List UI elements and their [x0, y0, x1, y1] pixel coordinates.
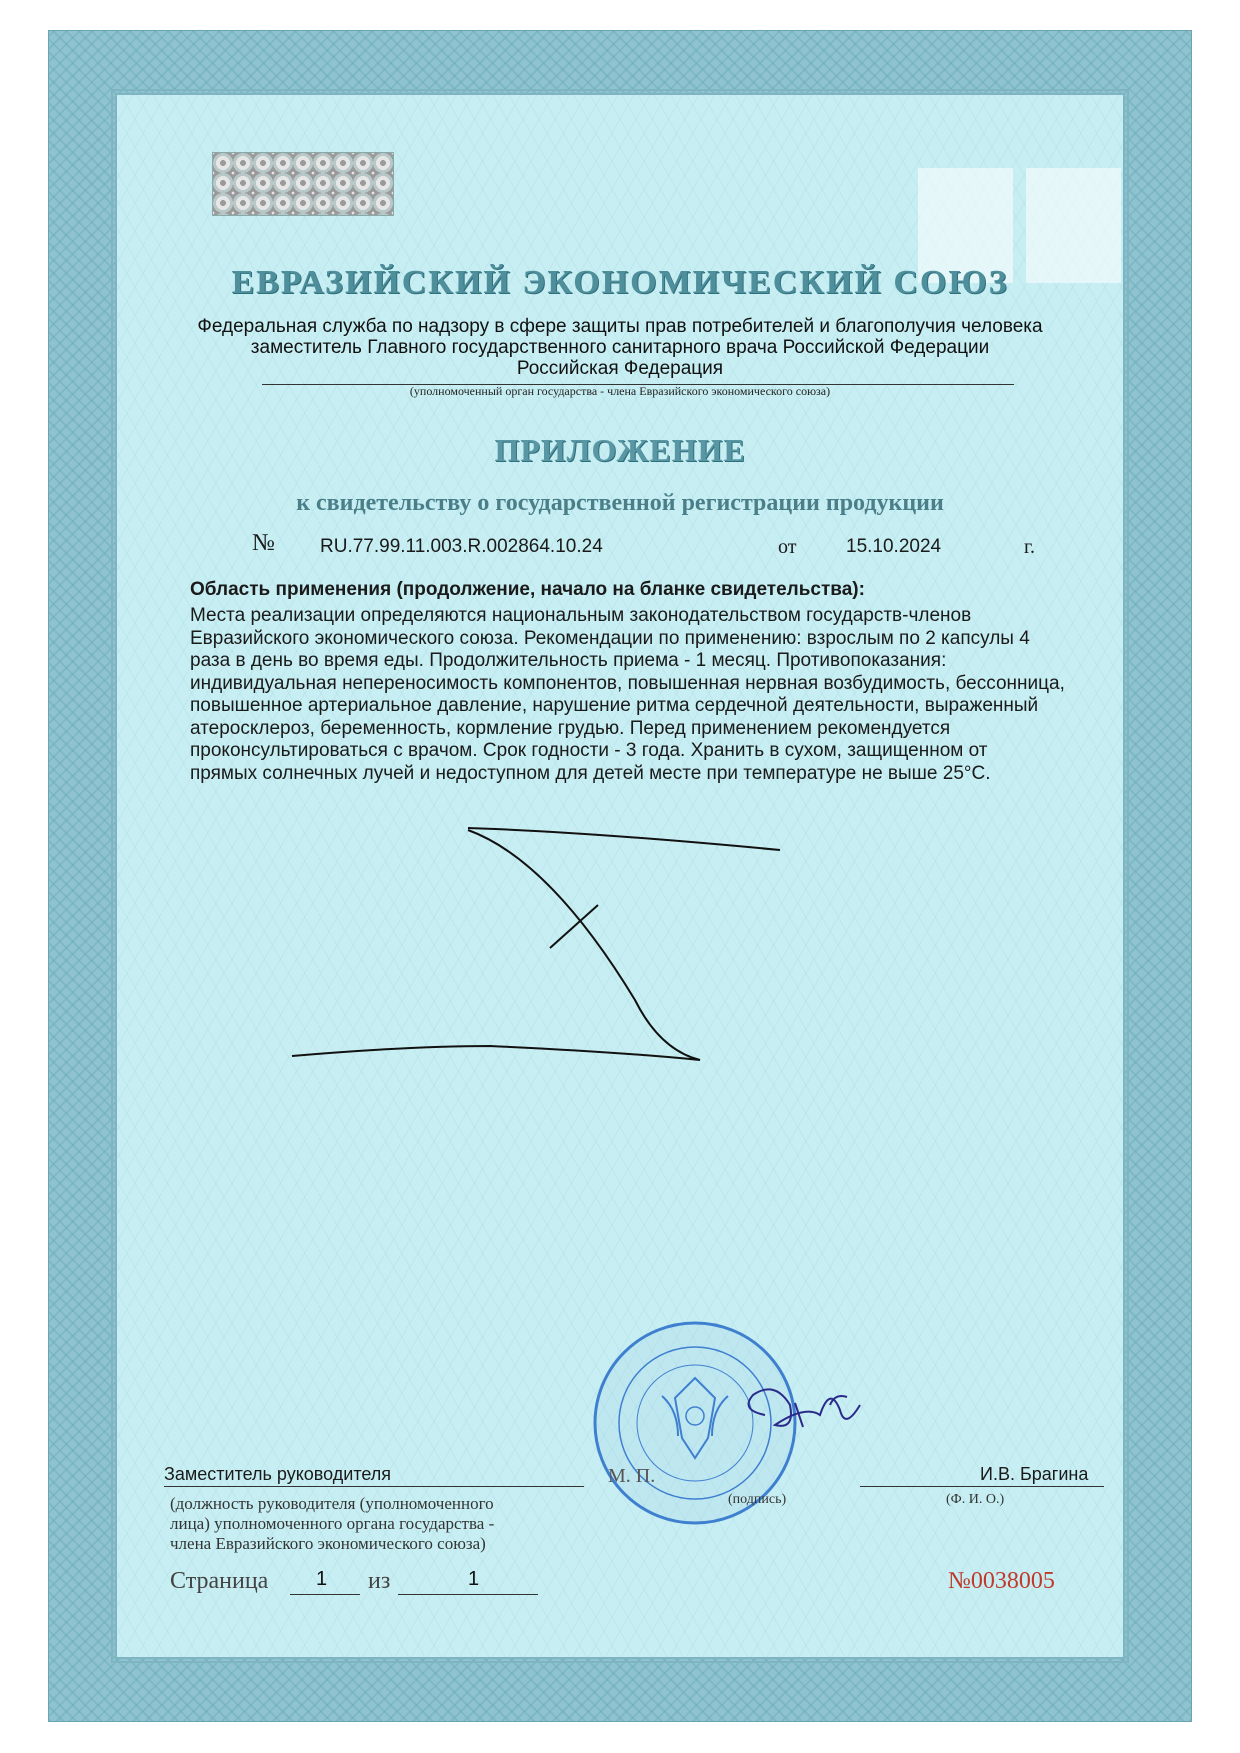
union-title: ЕВРАЗИЙСКИЙ ЭКОНОМИЧЕСКИЙ СОЮЗ: [231, 264, 1009, 301]
scope-line: Евразийского экономического союза. Рекомендации по применению: взрослым по 2 капсулы 4: [190, 627, 1030, 649]
position-caption-line: лица) уполномоченного органа государства -: [170, 1514, 495, 1533]
name-underline: [860, 1486, 1104, 1487]
document-title: ПРИЛОЖЕНИЕ: [494, 432, 746, 468]
scope-line: Места реализации определяются национальным законодательством государств-членов: [190, 605, 972, 626]
page-label: Страница: [170, 1568, 269, 1594]
scope-line: атеросклероз, беременность, кормление грудью. Перед применением рекомендуется: [190, 717, 951, 739]
scope-line: прямых солнечных лучей и недоступном для детей месте при температуре не выше 25°С.: [190, 762, 991, 784]
position-underline: [164, 1486, 584, 1487]
authority-block: [0, 316, 1240, 379]
scope-line: проконсультироваться с врачом. Срок годности - 3 года. Хранить в сухом, защищенном от: [190, 740, 988, 761]
document-subtitle: к свидетельству о государственной регистрации продукции: [296, 490, 944, 516]
z-cancellation-mark: [290, 820, 790, 1080]
position-caption-line: (должность руководителя (уполномоченного: [170, 1494, 494, 1513]
signature-caption: (подпись): [728, 1492, 787, 1507]
registration-number: RU.77.99.11.003.R.002864.10.24: [320, 536, 603, 557]
scope-line: раза в день во время еды. Продолжительность приема - 1 месяц. Противопоказания:: [190, 650, 947, 671]
scope-text: [190, 605, 1130, 785]
scope-heading: Область применения (продолжение, начало на бланке свидетельства):: [190, 579, 865, 600]
page-current-underline: [290, 1594, 360, 1595]
number-sign: №: [252, 530, 275, 556]
of-label: из: [368, 1568, 391, 1594]
seal-place-label: М. П.: [608, 1465, 656, 1487]
handwritten-signature: [735, 1375, 875, 1455]
page-current: 1: [316, 1568, 328, 1590]
blank-serial-number: №0038005: [948, 1568, 1055, 1594]
year-suffix: г.: [1024, 536, 1035, 558]
scope-line: индивидуальная непереносимость компонентов, повышенная нервная возбудимость, бессонница,: [190, 672, 1065, 694]
page-total-underline: [398, 1594, 538, 1595]
authority-line: Федеральная служба по надзору в сфере защиты прав потребителей и благополучия человека: [197, 316, 1043, 337]
hologram-security-label: [212, 152, 394, 216]
authority-caption: (уполномоченный орган государства - члена Евразийского экономического союза): [409, 384, 831, 398]
scope-line: повышенное артериальное давление, нарушение ритма сердечной деятельности, выраженный: [190, 695, 1039, 716]
name-caption: (Ф. И. О.): [946, 1492, 1005, 1507]
signer-position: Заместитель руководителя: [164, 1464, 392, 1484]
position-caption-line: члена Евразийского экономического союза): [170, 1534, 486, 1553]
page-total: 1: [468, 1568, 480, 1590]
position-caption: [170, 1494, 494, 1554]
date-prefix: от: [778, 536, 797, 558]
authority-country: Российская Федерация: [516, 358, 724, 379]
authority-line: заместитель Главного государственного санитарного врача Российской Федерации: [250, 337, 990, 358]
scope-section: [190, 578, 1130, 785]
signer-name: И.В. Брагина: [980, 1464, 1089, 1484]
registration-date: 15.10.2024: [846, 536, 942, 557]
